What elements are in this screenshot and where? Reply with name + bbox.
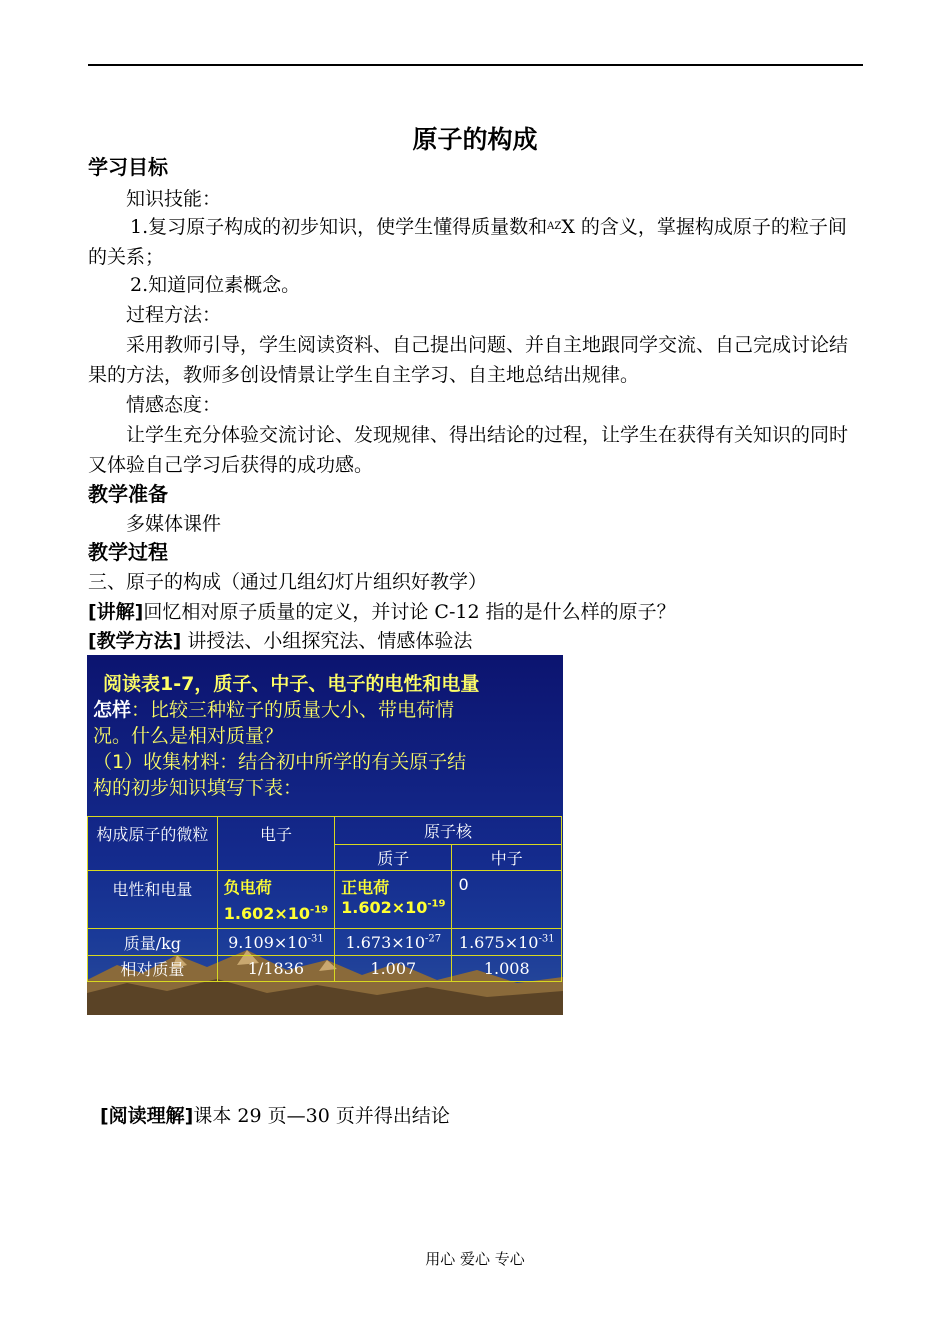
prep-heading: 教学准备 xyxy=(88,482,168,506)
reading-line xyxy=(100,1104,450,1128)
electron-mass: $9.109\times 10^{-31}$ xyxy=(217,929,334,956)
slide-line-2: 怎样：比较三种粒子的质量大小、带电荷情 xyxy=(93,699,455,721)
lesson-slide-image xyxy=(87,655,563,1015)
slide-line-3: 况。什么是相对质量？ xyxy=(93,725,284,747)
method-tag: [教学方法] xyxy=(88,630,182,652)
neutron-relative-mass: 1.008 xyxy=(452,956,562,982)
skill1-sup: A xyxy=(547,221,555,232)
skill1-sub: Z xyxy=(554,221,562,232)
reading-tag: [阅读理解] xyxy=(100,1105,194,1127)
lecture-tag: [讲解] xyxy=(88,601,144,623)
goals-heading: 学习目标 xyxy=(88,155,168,179)
skill1-text-a: 1.复习原子构成的初步知识，使学生懂得质量数和 xyxy=(130,216,548,238)
method-text: 讲授法、小组探究法、情感体验法 xyxy=(181,630,473,652)
process-label: 过程方法： xyxy=(126,304,222,326)
process-heading: 教学过程 xyxy=(88,540,168,564)
header-rule xyxy=(88,64,863,66)
row-mass-label: 质量/kg xyxy=(88,929,218,956)
row-relative-mass-label: 相对质量 xyxy=(88,956,218,982)
header-electron: 电子 xyxy=(217,817,334,871)
particle-table xyxy=(87,816,562,982)
neutron-mass: $1.675\times 10^{-31}$ xyxy=(452,929,562,956)
skill-item-2: 2.知道同位素概念。 xyxy=(130,274,301,296)
emotion-label: 情感态度： xyxy=(126,394,222,416)
lecture-text: 回忆相对原子质量的定义，并讨论 C-12 指的是什么样的原子？ xyxy=(143,601,676,623)
skill1-text-b: X 的含义，掌握构成原子的粒子间的关系； xyxy=(88,216,847,268)
prep-text: 多媒体课件 xyxy=(126,513,222,535)
reading-text: 课本 29 页—30 页并得出结论 xyxy=(193,1105,450,1127)
proton-charge: 正电荷 $1.602\times 10^{-19}$ xyxy=(335,871,452,929)
proton-mass: $1.673\times 10^{-27}$ xyxy=(335,929,452,956)
slide-line-5: 构的初步知识填写下表： xyxy=(93,777,303,799)
slide-prompt xyxy=(93,671,553,801)
part-three: 三、原子的构成（通过几组幻灯片组织好教学） xyxy=(88,571,488,593)
electron-relative-mass: 1/1836 xyxy=(217,956,334,982)
method-line xyxy=(88,629,472,653)
neutron-charge: 0 xyxy=(452,871,562,929)
page-footer: 用心 爱心 专心 xyxy=(425,1250,525,1268)
row-charge-label: 电性和电量 xyxy=(88,871,218,929)
skills-label: 知识技能： xyxy=(126,188,222,210)
proton-relative-mass: 1.007 xyxy=(335,956,452,982)
slide-line-1: 阅读表1-7，质子、中子、电子的电性和电量 xyxy=(103,673,480,695)
header-neutron: 中子 xyxy=(452,845,562,871)
header-nucleus: 原子核 xyxy=(335,817,562,845)
skill-item-1 xyxy=(88,212,863,272)
header-particle: 构成原子的微粒 xyxy=(88,817,218,871)
page-title: 原子的构成 xyxy=(412,125,538,154)
emotion-text: 让学生充分体验交流讨论、发现规律、得出结论的过程，让学生在获得有关知识的同时又体验自己学习后获得的成功感。 xyxy=(88,424,849,476)
lecture-line xyxy=(88,600,676,624)
electron-charge: 负电荷 $1.602\times 10^{-19}$ xyxy=(217,871,334,929)
slide-line-4: （1）收集材料：结合初中所学的有关原子结 xyxy=(93,751,467,773)
process-text: 采用教师引导，学生阅读资料、自己提出问题、并自主地跟同学交流、自己完成讨论结果的方法，教师多创设情景让学生自主学习、自主地总结出规律。 xyxy=(88,334,849,386)
header-proton: 质子 xyxy=(335,845,452,871)
